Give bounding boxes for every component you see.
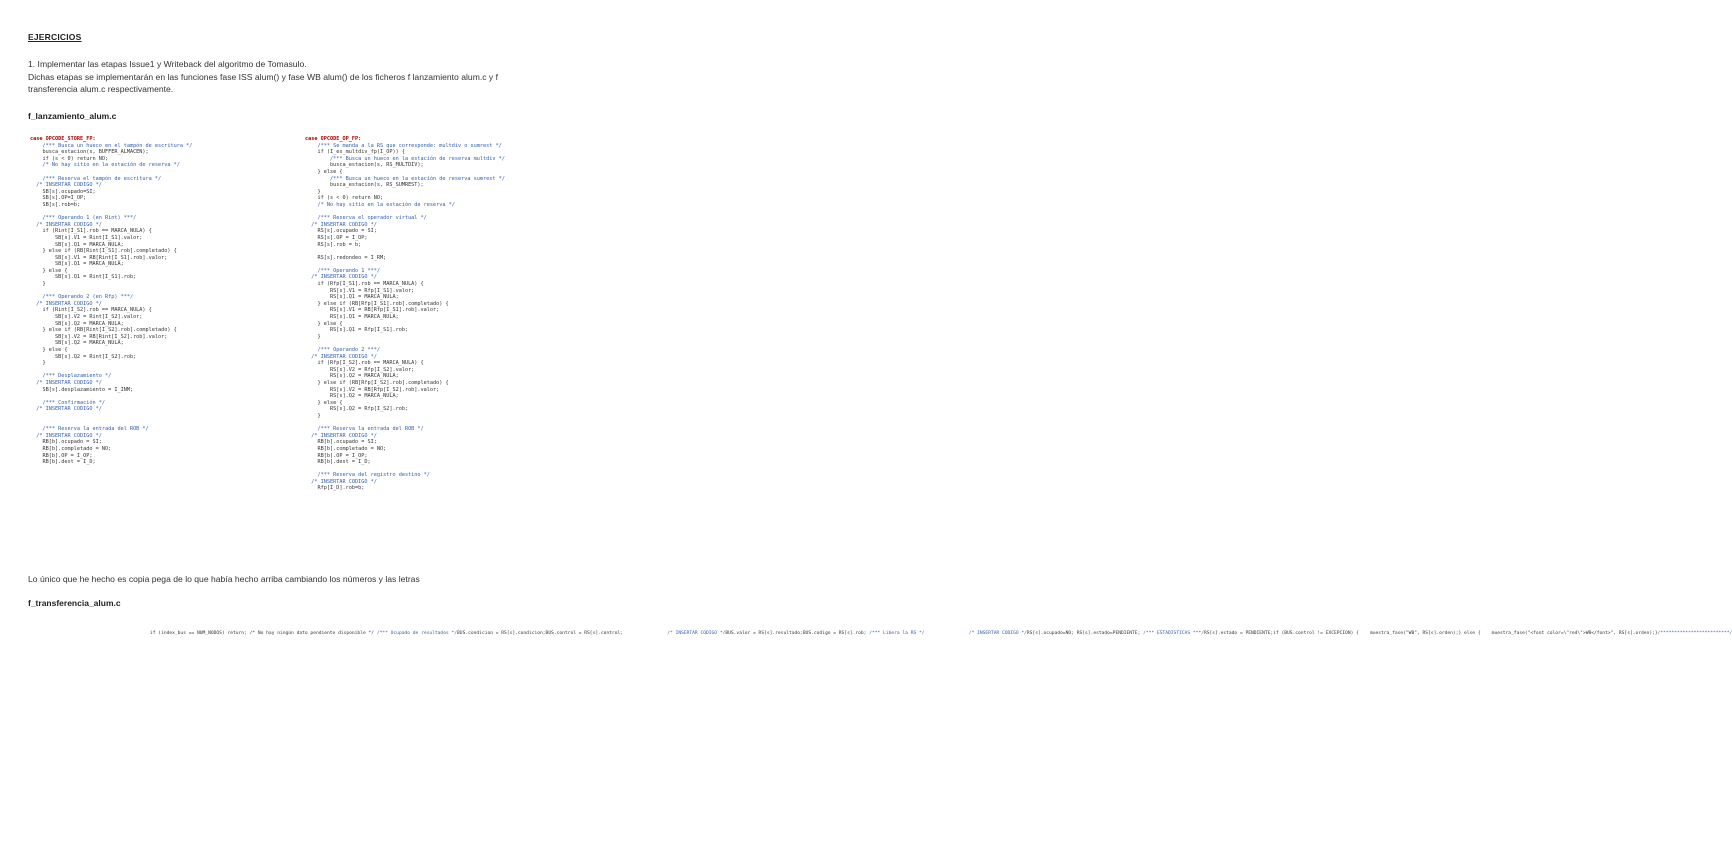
- code-line: RS[s].Q2 = MARCA_NULA;: [305, 373, 399, 380]
- code-line: } else {: [30, 347, 68, 353]
- code-line: /*** ESTADISTICAS ***/: [1143, 631, 1204, 636]
- code-line: SB[s].V1 = Rint[I_S1].valor;: [30, 234, 143, 241]
- code-line: BUS.valor = RS[s].resultado;: [725, 631, 803, 636]
- code-line: if (Rint[I_S2].rob == MARCA_NULA) {: [30, 307, 152, 314]
- code-line: busca_estacion(s, RS_SUMREST);: [305, 182, 424, 189]
- code-line: RS[s].OP = I_OP;: [305, 234, 368, 241]
- code-line: } else if (RB[Rint[I_S1].rob].completado) {: [30, 248, 177, 255]
- code-line: /* INSERTAR CODIGO */: [30, 406, 102, 413]
- heading-lanzamiento: f_lanzamiento_alum.c: [28, 111, 117, 121]
- code-line: SB[s].Q2 = MARCA_NULA;: [30, 340, 124, 347]
- code-line: /*** Libera la RS */: [869, 631, 925, 636]
- code-line: RS[s].Q1 = Rfp[I_S1].rob;: [305, 327, 409, 334]
- code-line: busca_estacion(s, RS_MULTDIV);: [305, 162, 424, 169]
- code-line: /* INSERTAR CODIGO */: [305, 478, 377, 485]
- code-line: [30, 209, 295, 216]
- code-line: /*** Operando 2 ***/: [305, 347, 380, 353]
- code-line: SB[s].ocupado=SI;: [30, 188, 96, 195]
- code-line: case OPCODE_STORE_FP:: [30, 136, 96, 142]
- code-line: [305, 466, 585, 473]
- code-line: }: [30, 281, 46, 288]
- code-line: /*** Operando 1 (en Rint) ***/: [30, 215, 137, 222]
- code-line: [30, 420, 295, 427]
- code-line: SB[s].rob=b;: [30, 201, 80, 208]
- code-block-store-fp: [30, 136, 295, 466]
- code-line: RB[b].ocupado = SI;: [305, 439, 377, 446]
- code-line: [30, 288, 295, 295]
- code-line: SB[s].desplazamiento = I_INM;: [30, 386, 134, 393]
- code-line: SB[s].V1 = RB[Rint[I_S1].rob].valor;: [30, 254, 168, 261]
- code-line: /*** Desplazamiento */: [30, 373, 112, 380]
- code-line: /*************************/: [1657, 631, 1732, 636]
- code-line: case OPCODE_OP_FP:: [305, 136, 362, 142]
- intro-paragraph: [28, 58, 588, 96]
- code-line: SB[s].OP=I_OP;: [30, 195, 87, 202]
- code-block-writeback: [150, 631, 1732, 637]
- code-line: RS[s].Q1 = MARCA_NULA;: [305, 294, 399, 301]
- code-line: RB[b].OP = I_OP;: [305, 452, 368, 459]
- code-line: [305, 248, 585, 255]
- code-line: RB[b].ocupado = SI;: [30, 439, 102, 446]
- note-text: Lo único que he hecho es copia pega de lo que había hecho arriba cambiando los números y las letras: [28, 574, 420, 584]
- code-line: /*** Confirmación */: [30, 399, 105, 406]
- code-line: /*** Operando 1 ***/: [305, 267, 380, 274]
- code-line: SB[s].Q2 = MARCA_NULA;: [30, 320, 124, 327]
- code-line: } else {: [305, 399, 343, 406]
- code-line: } else {: [1458, 631, 1481, 636]
- code-line: RS[s].rob = b;: [305, 241, 362, 248]
- code-line: /* No hay sitio en la estación de reserva */: [30, 162, 180, 169]
- code-line: BUS.control = RS[s].control;: [545, 631, 623, 636]
- code-line: /* INSERTAR CODIGO */: [305, 432, 377, 439]
- code-line: RS[s].redondeo = I_RM;: [305, 254, 387, 261]
- code-line: /*** Busca un hueco en la estación de reserva multdiv */: [305, 155, 505, 162]
- code-line: RB[b].dest = I_D;: [305, 459, 371, 466]
- code-line: RS[s].Q1 = MARCA_NULA;: [305, 314, 399, 321]
- code-line: RB[b].dest = I_D;: [30, 459, 96, 466]
- code-line: [30, 413, 295, 420]
- code-block-op-fp: [305, 136, 585, 492]
- code-line: [30, 169, 295, 176]
- code-line: /*** Busca un hueco en la estación de reserva sumrest */: [305, 175, 505, 182]
- code-line: if (s < 0) return NO;: [305, 195, 384, 202]
- code-line: /* INSERTAR CODIGO */: [30, 182, 102, 189]
- code-line: /* INSERTAR CODIGO */: [305, 221, 377, 228]
- code-line: /* No hay sitio en la estación de reserva */: [305, 201, 455, 208]
- code-line: /* INSERTAR CODIGO */: [30, 300, 102, 307]
- code-line: } else {: [30, 267, 68, 274]
- code-line: RS[s].V1 = Rfp[I_S1].valor;: [305, 287, 415, 294]
- code-line: /*** Ocupado de resultados */: [376, 631, 458, 636]
- code-line: if (Rfp[I_S2].rob == MARCA_NULA) {: [305, 360, 424, 367]
- code-line: }: [305, 333, 321, 340]
- intro-line: Dichas etapas se implementarán en las funciones fase ISS alum() y fase WB alum() de los ficheros f lanzamiento alum.c y f: [28, 71, 498, 82]
- code-line: if (index_bus == NUM_NODOS) return; /* No hay ningún dato pendiente disponible */: [150, 631, 375, 636]
- code-line: RS[s].estado=PENDIENTE;: [1076, 631, 1141, 636]
- code-line: }: [305, 188, 321, 195]
- code-line: [305, 420, 585, 427]
- code-line: if (I_es_multdiv_fp(I_OP)) {: [305, 149, 405, 156]
- code-line: /*** Reserva del registro destino */: [305, 472, 430, 479]
- code-line: } else {: [305, 320, 343, 327]
- code-line: /*** Operando 2 (en Rfp) ***/: [30, 294, 134, 301]
- code-line: RB[b].OP = I_OP;: [30, 452, 93, 459]
- code-line: } else if (RB[Rfp[I_S1].rob].completado) {: [305, 300, 449, 307]
- code-line: RS[s].V2 = Rfp[I_S2].valor;: [305, 366, 415, 373]
- code-line: }: [30, 360, 46, 367]
- code-line: RS[s].Q2 = Rfp[I_S2].rob;: [305, 406, 409, 413]
- code-line: muestra_fase("<font color=\"red\">WB</font>", RS[s].orden);: [1480, 631, 1655, 636]
- intro-line: 1. Implementar las etapas Issue1 y Writeback del algoritmo de Tomasulo.: [28, 59, 307, 69]
- code-line: if (BUS.control != EXCEPCION) {: [1273, 631, 1359, 636]
- code-line: /*** Se manda a la RS que corresponde: multdiv o sumrest */: [305, 142, 502, 149]
- code-line: }: [1654, 631, 1658, 636]
- section-title: EJERCICIOS: [28, 32, 82, 42]
- code-line: [30, 367, 295, 374]
- code-line: RS[s].ocupado = SI;: [305, 228, 377, 235]
- code-line: RB[b].completado = NO;: [305, 445, 387, 452]
- code-line: } else if (RB[Rfp[I_S2].rob].completado) {: [305, 379, 449, 386]
- code-line: /* INSERTAR CODIGO */: [305, 274, 377, 281]
- code-line: /*** Reserva el operador virtual */: [305, 215, 427, 222]
- heading-transferencia: f_transferencia_alum.c: [28, 598, 121, 608]
- code-line: BUS.codigo = RS[s].rob;: [802, 631, 867, 636]
- code-line: [30, 393, 295, 400]
- code-line: /* INSERTAR CODIGO */: [927, 631, 1027, 636]
- code-line: muestra_fase("WB", RS[s].orden);: [1358, 631, 1459, 636]
- code-line: /* INSERTAR CODIGO */: [30, 379, 102, 386]
- code-line: SB[s].Q2 = Rint[I_S2].rob;: [30, 353, 137, 360]
- code-line: RS[s].V1 = RB[Rfp[I_S1].rob].valor;: [305, 307, 440, 314]
- code-line: if (s < 0) return NO;: [30, 155, 109, 162]
- code-line: if (Rfp[I_S1].rob == MARCA_NULA) {: [305, 281, 424, 288]
- code-line: /*** Reserva la entrada del ROB */: [30, 426, 149, 433]
- code-line: RS[s].V2 = RB[Rfp[I_S2].rob].valor;: [305, 386, 440, 393]
- code-line: [305, 261, 585, 268]
- code-line: busca_estacion(s, BUFFER_ALMACEN);: [30, 149, 149, 156]
- code-line: /* INSERTAR CODIGO */: [30, 221, 102, 228]
- code-line: if (Rint[I_S1].rob == MARCA_NULA) {: [30, 228, 152, 235]
- code-line: SB[s].Q1 = MARCA_NULA;: [30, 241, 124, 248]
- code-line: RS[s].ocupado=NO;: [1026, 631, 1074, 636]
- code-line: RB[b].completado = NO;: [30, 445, 112, 452]
- code-line: BUS.condicion = RS[s].condicion;: [457, 631, 546, 636]
- code-line: SB[s].V2 = Rint[I_S2].valor;: [30, 314, 143, 321]
- code-line: SB[s].Q1 = MARCA_NULA;: [30, 261, 124, 268]
- code-line: [305, 340, 585, 347]
- code-line: SB[s].Q1 = Rint[I_S1].rob;: [30, 274, 137, 281]
- code-line: /*** Busca un hueco en el tampón de escritura */: [30, 142, 193, 149]
- code-line: /*** Reserva la entrada del ROB */: [305, 426, 424, 433]
- code-line: /* INSERTAR CODIGO */: [30, 432, 102, 439]
- intro-line: transferencia alum.c respectivamente.: [28, 84, 174, 94]
- code-line: RS[s].estado = PENDIENTE;: [1203, 631, 1274, 636]
- code-line: /* INSERTAR CODIGO */: [305, 353, 377, 360]
- code-line: RS[s].Q2 = MARCA_NULA;: [305, 393, 399, 400]
- code-line: }: [305, 412, 321, 419]
- code-line: /*** Reserva el tampón de escritura */: [30, 175, 162, 182]
- code-line: SB[s].V2 = RB[Rint[I_S2].rob].valor;: [30, 333, 168, 340]
- code-line: /* INSERTAR CODIGO */: [625, 631, 726, 636]
- code-line: Rfp[I_D].rob=b;: [305, 485, 365, 492]
- code-line: } else if (RB[Rint[I_S2].rob].completado) {: [30, 327, 177, 334]
- code-line: [305, 209, 585, 216]
- code-line: } else {: [305, 168, 343, 175]
